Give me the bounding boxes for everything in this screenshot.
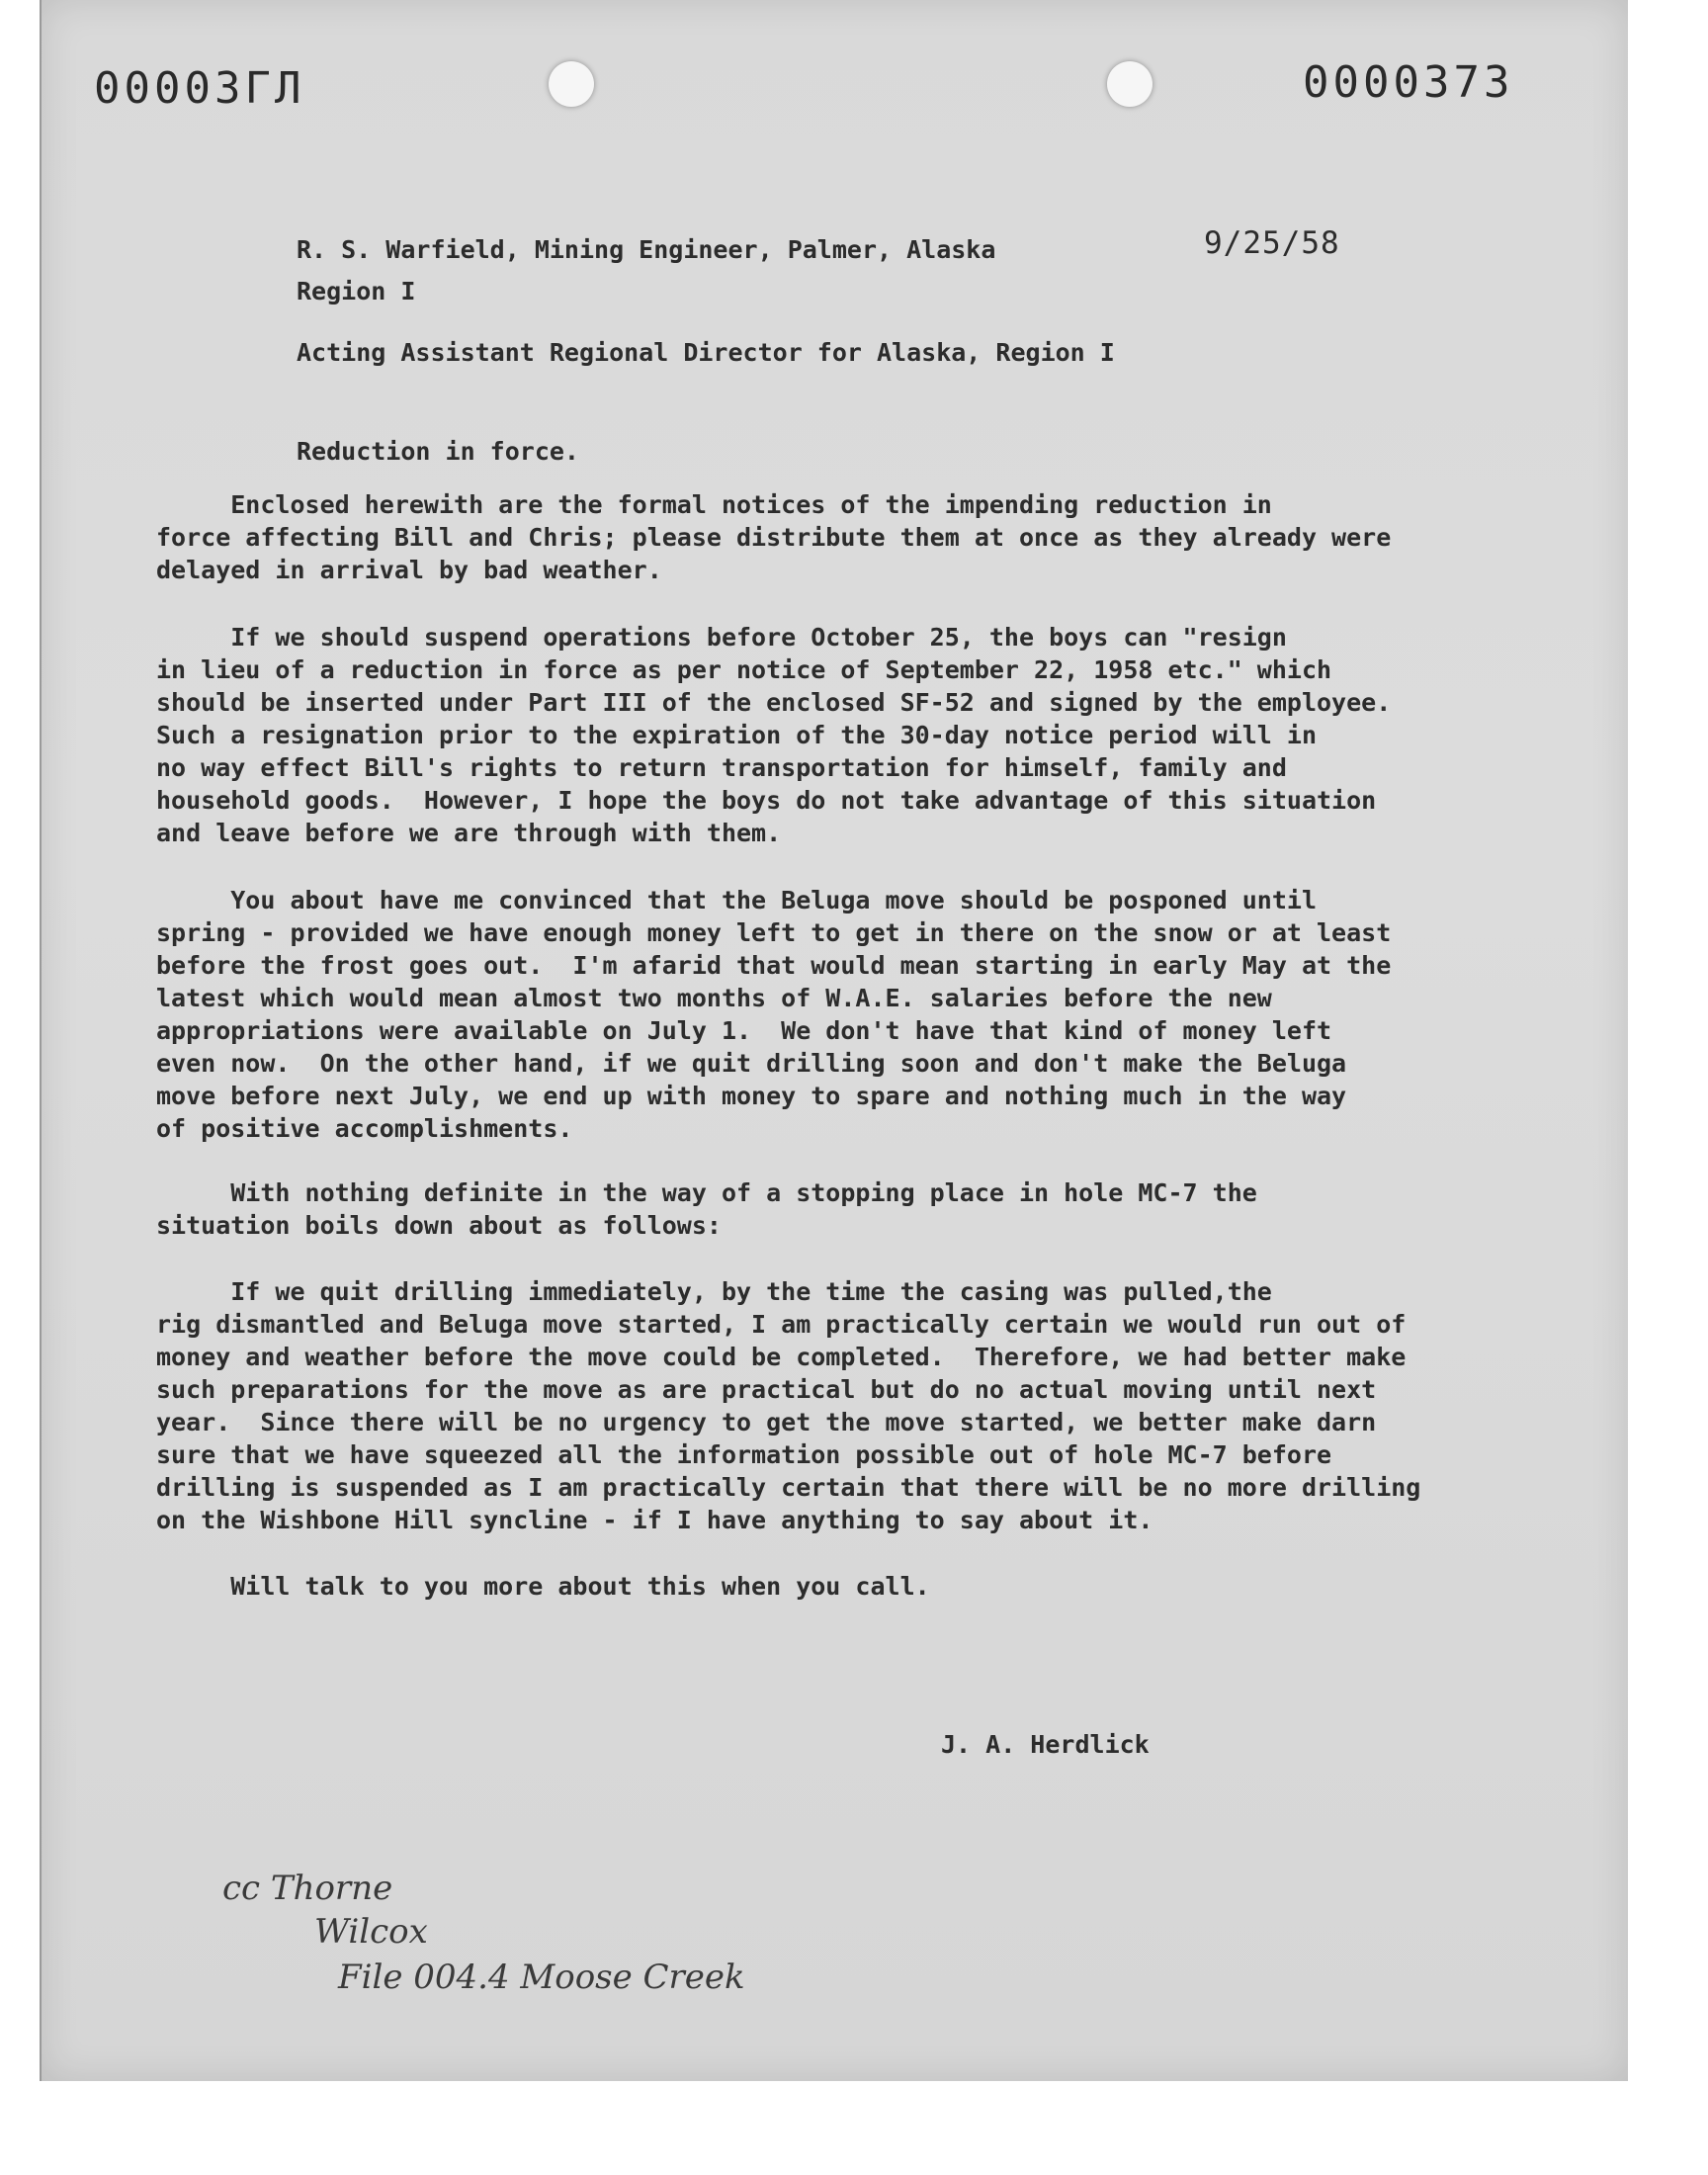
text-line: Such a resignation prior to the expiration of the 30-day notice period will in — [156, 721, 1317, 749]
text-line: money and weather before the move could be completed. Therefore, we had better make — [156, 1343, 1407, 1371]
text-line: year. Since there will be no urgency to get the move started, we better make darn — [156, 1408, 1377, 1436]
document-stamp-right: 0000373 — [1303, 57, 1514, 108]
text-line: With nothing definite in the way of a stopping place in hole MC-7 the — [156, 1178, 1257, 1207]
text-line: no way effect Bill's rights to return transportation for himself, family and — [156, 753, 1287, 782]
handwritten-cc-line: cc Thorne — [222, 1869, 393, 1908]
text-line: Will talk to you more about this when you call. — [156, 1572, 930, 1601]
text-line: should be inserted under Part III of the enclosed SF-52 and signed by the employee. — [156, 688, 1392, 717]
text-line: in lieu of a reduction in force as per notice of September 22, 1958 etc." which — [156, 655, 1332, 684]
punch-hole-left — [549, 61, 594, 107]
paragraph-5 — [156, 1275, 1560, 1536]
text-line: force affecting Bill and Chris; please distribute them at once as they already were — [156, 523, 1392, 552]
from-region: Region I — [297, 277, 416, 305]
paragraph-3 — [156, 884, 1560, 1145]
text-line: on the Wishbone Hill syncline - if I have anything to say about it. — [156, 1506, 1153, 1534]
text-line: If we should suspend operations before October 25, the boys can "resign — [156, 623, 1287, 652]
from-line: R. S. Warfield, Mining Engineer, Palmer, Alaska — [297, 235, 996, 264]
text-line: If we quit drilling immediately, by the time the casing was pulled,the — [156, 1277, 1272, 1306]
subject-line: Reduction in force. — [297, 437, 579, 466]
to-line: Acting Assistant Regional Director for Alaska, Region I — [297, 338, 1115, 367]
text-line: such preparations for the move as are practical but do no actual moving until next — [156, 1375, 1377, 1404]
text-line: and leave before we are through with them. — [156, 819, 782, 847]
memo-date: 9/25/58 — [1204, 225, 1340, 261]
paragraph-6 — [156, 1570, 1560, 1603]
document-stamp-left: 00003ГЛ — [94, 63, 305, 114]
text-line: latest which would mean almost two months of W.A.E. salaries before the new — [156, 984, 1272, 1012]
text-line: even now. On the other hand, if we quit drilling soon and don't make the Beluga — [156, 1049, 1347, 1078]
text-line: You about have me convinced that the Beluga move should be posponed until — [156, 886, 1317, 914]
paragraph-2 — [156, 621, 1560, 849]
text-line: of positive accomplishments. — [156, 1114, 573, 1143]
text-line: household goods. However, I hope the boys do not take advantage of this situation — [156, 786, 1377, 815]
text-line: Enclosed herewith are the formal notices of the impending reduction in — [156, 490, 1272, 519]
handwritten-file-line: File 004.4 Moose Creek — [338, 1958, 745, 1997]
page-edge — [40, 0, 42, 2081]
text-line: situation boils down about as follows: — [156, 1211, 722, 1240]
text-line: spring - provided we have enough money left to get in there on the snow or at least — [156, 918, 1392, 947]
paragraph-1 — [156, 488, 1560, 586]
text-line: delayed in arrival by bad weather. — [156, 556, 662, 584]
text-line: drilling is suspended as I am practically certain that there will be no more drilling — [156, 1473, 1421, 1502]
text-line: appropriations were available on July 1. We don't have that kind of money left — [156, 1016, 1332, 1045]
text-line: rig dismantled and Beluga move started, I am practically certain we would run out of — [156, 1310, 1407, 1339]
handwritten-cc-line: Wilcox — [314, 1912, 428, 1952]
paragraph-4 — [156, 1176, 1560, 1242]
signature-name: J. A. Herdlick — [941, 1730, 1150, 1759]
text-line: before the frost goes out. I'm afarid that would mean starting in early May at the — [156, 951, 1392, 980]
text-line: sure that we have squeezed all the information possible out of hole MC-7 before — [156, 1440, 1332, 1469]
text-line: move before next July, we end up with money to spare and nothing much in the way — [156, 1082, 1347, 1110]
punch-hole-right — [1107, 61, 1153, 107]
